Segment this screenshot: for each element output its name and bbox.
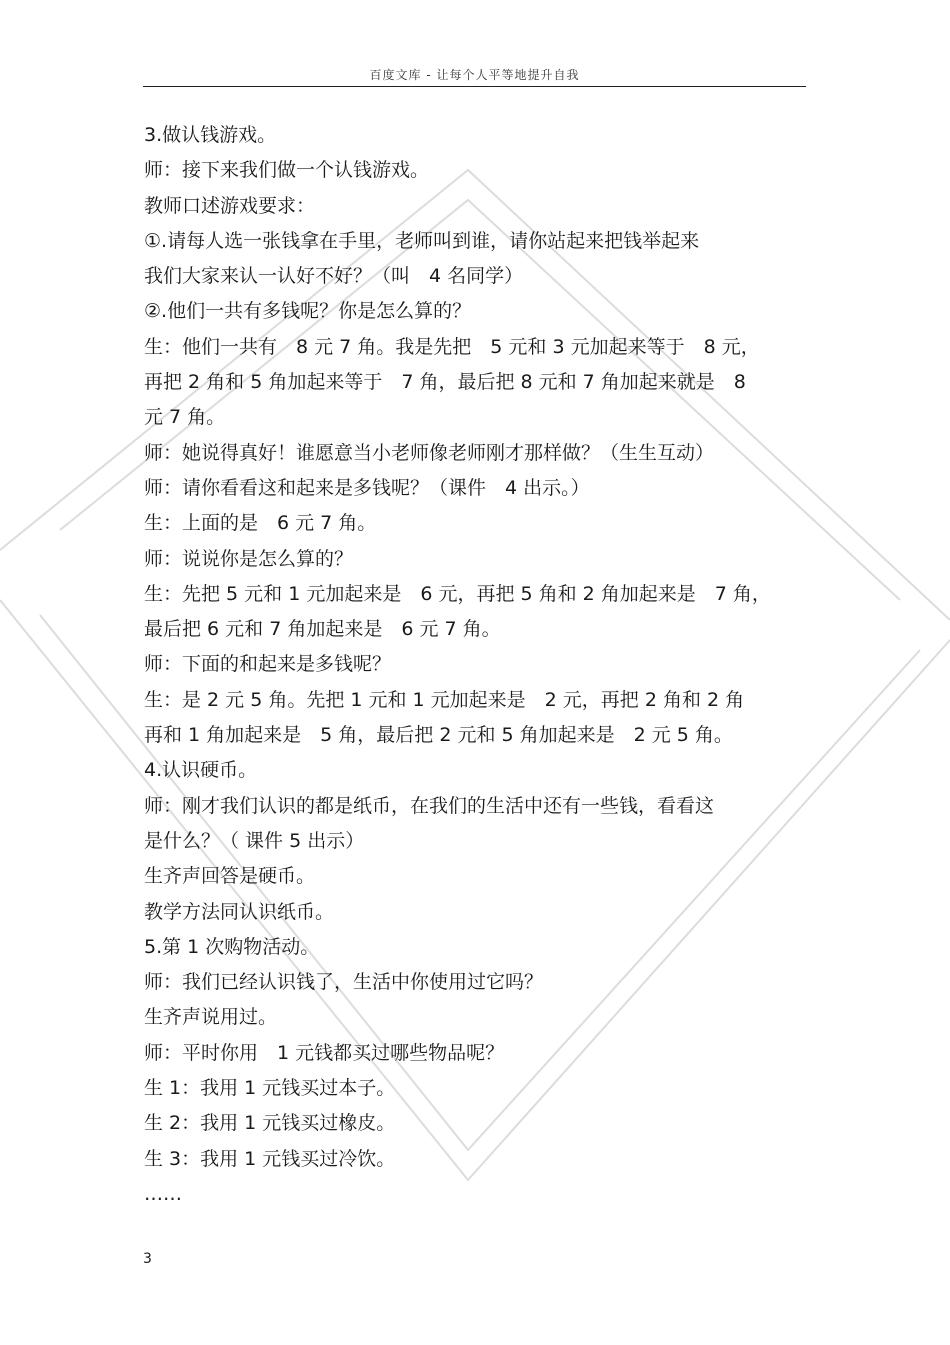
text-line: 3.做认钱游戏。: [144, 124, 277, 146]
text-line: ①.请每人选一张钱拿在手里，老师叫到谁，请你站起来把钱举起来: [144, 229, 700, 252]
text-line: 教学方法同认识纸币。: [144, 900, 335, 923]
text-line: ……: [144, 1182, 182, 1205]
text-line: 我们大家来认一认好不好？（叫 4 名同学）: [144, 265, 524, 288]
text-line: 5.第 1 次购物活动。: [144, 935, 320, 958]
text-line: 师：我们已经认识钱了，生活中你使用过它吗？: [144, 971, 544, 994]
text-line: 生：他们一共有 8 元 7 角。我是先把 5 元和 3 元加起来等于 8 元，: [144, 335, 760, 358]
text-line: 生 3：我用 1 元钱买过冷饮。: [144, 1147, 396, 1170]
text-line: 再和 1 角加起来是 5 角，最后把 2 元和 5 角加起来是 2 元 5 角。: [144, 724, 733, 747]
text-line: 师：平时你用 1 元钱都买过哪些物品呢？: [144, 1041, 505, 1064]
text-line: ②.他们一共有多钱呢？你是怎么算的？: [144, 300, 472, 323]
text-line: 最后把 6 元和 7 角加起来是 6 元 7 角。: [144, 618, 501, 641]
text-line: 师：请你看看这和起来是多钱呢？（课件 4 出示。）: [144, 476, 590, 499]
text-line: 师：接下来我们做一个认钱游戏。: [144, 159, 430, 182]
header-divider: [143, 86, 806, 87]
text-line: 生齐声回答是硬币。: [144, 865, 316, 888]
page-number: 3: [143, 1251, 152, 1267]
text-line: 生 2：我用 1 元钱买过橡皮。: [144, 1112, 396, 1135]
document-body: [144, 118, 808, 1212]
text-line: 生：是 2 元 5 角。先把 1 元和 1 元加起来是 2 元，再把 2 角和 2 角: [144, 688, 745, 711]
text-line: 生 1：我用 1 元钱买过本子。: [144, 1077, 396, 1100]
text-line: 生齐声说用过。: [144, 1006, 278, 1029]
text-line: 是什么？（ 课件 5 出示）: [144, 829, 365, 852]
text-line: 师：她说得真好！谁愿意当小老师像老师刚才那样做？（生生互动）: [144, 441, 715, 464]
text-line: 教师口述游戏要求：: [144, 194, 316, 217]
text-line: 元 7 角。: [144, 406, 226, 429]
page-header: 百度文库 - 让每个人平等地提升自我: [369, 68, 580, 82]
text-line: 再把 2 角和 5 角加起来等于 7 角，最后把 8 元和 7 角加起来就是 8: [144, 371, 746, 394]
text-line: 师：刚才我们认识的都是纸币，在我们的生活中还有一些钱，看看这: [144, 794, 715, 817]
text-line: 4.认识硬币。: [144, 759, 258, 782]
text-line: 师：说说你是怎么算的？: [144, 547, 354, 570]
text-line: 生：先把 5 元和 1 元加起来是 6 元，再把 5 角和 2 角加起来是 7 角，: [144, 582, 771, 605]
text-line: 生：上面的是 6 元 7 角。: [144, 512, 377, 535]
text-line: 师：下面的和起来是多钱呢？: [144, 653, 392, 676]
